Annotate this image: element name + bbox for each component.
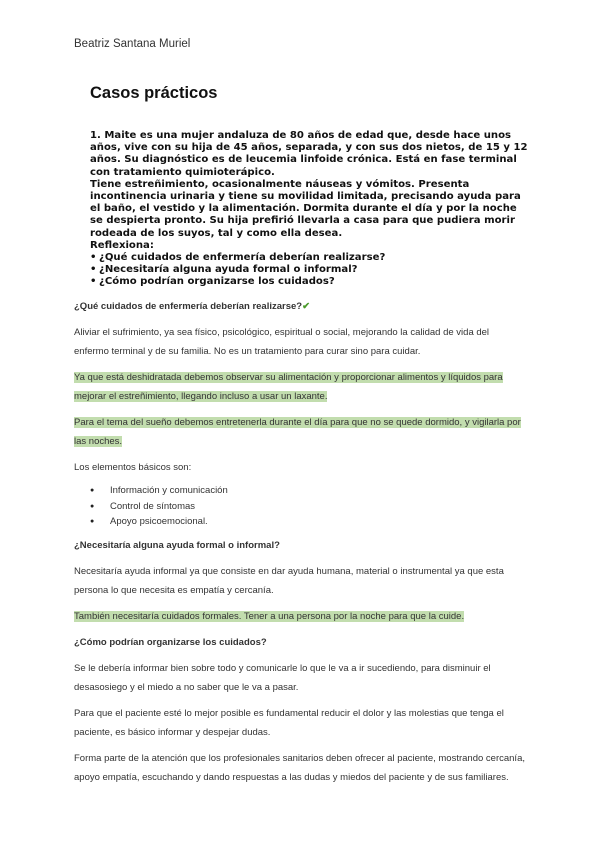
answer-paragraph-3-highlighted	[74, 413, 526, 451]
case-question-3: • ¿Cómo podrían organizarse los cuidados?	[90, 276, 530, 288]
question-heading-3: ¿Cómo podrían organizarse los cuidados?	[74, 636, 267, 648]
answer-paragraph-2-highlighted	[74, 368, 526, 406]
answer-paragraph-6-highlighted	[74, 607, 526, 626]
answer-paragraph-4: Los elementos básicos son:	[74, 462, 192, 473]
highlighted-text: También necesitaría cuidados formales. Tener a una persona por la noche para que la cuide.	[74, 610, 465, 622]
list-item: ● Apoyo psicoemocional.	[74, 514, 526, 530]
highlighted-text: Para el tema del sueño debemos entretenerla durante el día para que no se quede dormido, y vigilarla por las noches.	[74, 417, 521, 447]
page-title: Casos prácticos	[90, 84, 218, 102]
basic-elements-list	[74, 483, 526, 530]
answer-paragraph-1: Aliviar el sufrimiento, ya sea físico, psicológico, espiritual o social, mejorando la calidad de vida del enfermo terminal y de su familia. No es un tratamiento para curar sino para cuidar.	[74, 327, 490, 357]
case-statement	[90, 130, 530, 289]
list-item: ● Información y comunicación	[74, 483, 526, 499]
case-question-2: • ¿Necesitaría alguna ayuda formal o informal?	[90, 264, 530, 276]
answer-paragraph-9: Forma parte de la atención que los profesionales sanitarios deben ofrecer al paciente, mostrando cercanía, apoyo empatía, escuchando y dando respuestas a las dudas y miedos del paciente y de sus familiares.	[74, 752, 525, 783]
answer-paragraph-8: Para que el paciente esté lo mejor posible es fundamental reducir el dolor y las molestias que tenga el paciente, es básico informar y despejar dudas.	[74, 707, 504, 738]
answer-paragraph-7: Se le debería informar bien sobre todo y comunicarle lo que le va a ir sucediendo, para disminuir el desasosiego y el miedo a no saber que le va a pasar.	[74, 662, 491, 693]
check-icon: ✔	[302, 301, 311, 312]
case-question-list	[90, 252, 530, 289]
highlighted-text: Ya que está deshidratada debemos observar su alimentación y proporcionar alimentos y líquidos para mejorar el estreñimiento, llegando incluso a usar un laxante.	[74, 372, 503, 402]
answer-paragraph-5: Necesitaría ayuda informal ya que consiste en dar ayuda humana, material o instrumental ya que esta persona lo que necesita es empatía y cercanía.	[74, 565, 504, 596]
case-reflexiona: Reflexiona:	[90, 239, 154, 251]
case-question-1: • ¿Qué cuidados de enfermería deberían realizarse?	[90, 252, 530, 264]
question-heading-1	[74, 297, 526, 316]
case-paragraph-1: 1. Maite es una mujer andaluza de 80 años de edad que, desde hace unos años, vive con su hija de 45 años, separada, y con sus dos nietos, de 15 y 12 años. Su diagnóstico es de leucemia linfoide crónica. Está en fase terminal con tratamiento quimioterápico.	[90, 130, 528, 178]
list-item: ● Control de síntomas	[74, 499, 526, 515]
question-heading-2: ¿Necesitaría alguna ayuda formal o informal?	[74, 539, 280, 551]
question-heading-1-text: ¿Qué cuidados de enfermería deberían realizarse?	[74, 301, 303, 312]
case-paragraph-2: Tiene estreñimiento, ocasionalmente náuseas y vómitos. Presenta incontinencia urinaria y tiene su movilidad limitada, precisando ayuda para el baño, el vestido y la alimentación. Dormita durante el día y por la noche se despierta pronto. Su hija prefirió llevarla a casa para que pudiera morir rodeada de los suyos, tal y como ella desea.	[90, 178, 521, 239]
header-author: Beatriz Santana Muriel	[74, 38, 191, 50]
answers-section	[74, 297, 526, 787]
